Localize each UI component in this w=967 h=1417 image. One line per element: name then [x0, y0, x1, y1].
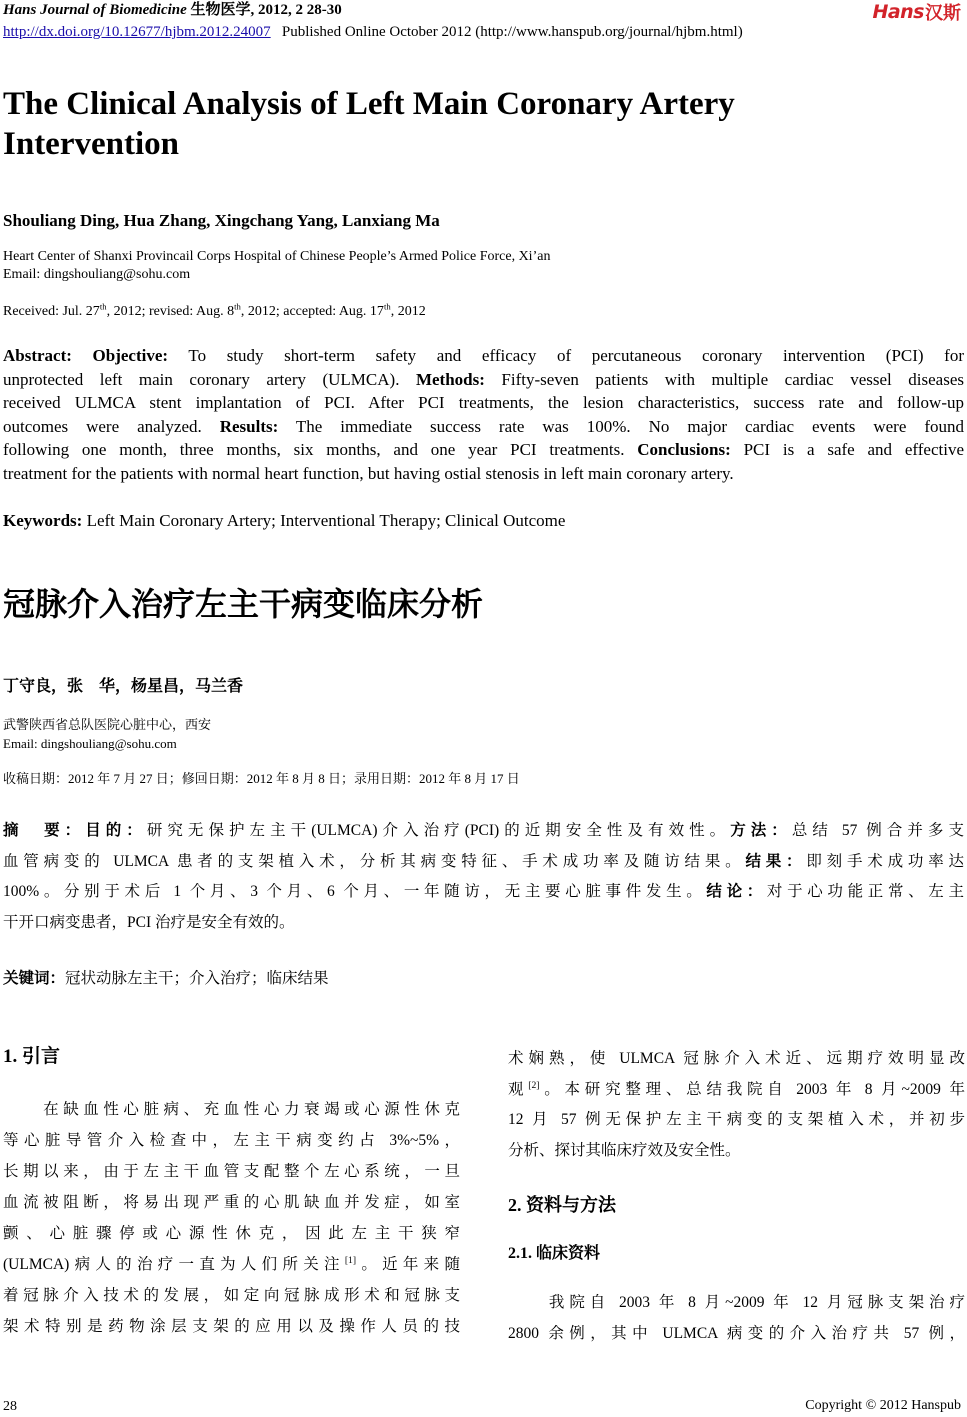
body-line — [508, 1318, 965, 1349]
abstract-cn-line — [3, 816, 964, 847]
text-span: The immediate success rate was 100%. No major cardiac events were found — [278, 416, 964, 436]
right-column-top — [508, 1044, 965, 1166]
abstract-cn-line — [3, 877, 964, 908]
text-span: PCI is a safe and effective — [730, 440, 964, 460]
body-line — [508, 1075, 965, 1106]
body-line — [508, 1136, 965, 1167]
body-line — [3, 1249, 460, 1280]
text-span: 摘 要： — [3, 822, 86, 839]
body-line — [3, 1125, 460, 1156]
journal-issue: , 2012, 2 28-30 — [250, 2, 342, 18]
right-column-bottom — [508, 1287, 965, 1349]
body-line — [3, 1094, 460, 1125]
text-span: 长期以来，由于左主干血管支配整个左心系统，一旦 — [3, 1163, 460, 1180]
text-span: 方法： — [730, 822, 792, 839]
text-span: Results: — [219, 416, 279, 436]
page-number: 28 — [3, 1399, 17, 1414]
text-span: (ULMCA)病人的治疗一直为人们所关注 — [3, 1256, 345, 1273]
body-line — [508, 1044, 965, 1075]
text-span: 。近年来随 — [356, 1256, 460, 1273]
abstract-line — [3, 368, 964, 392]
email-en: Email: dingshouliang@sohu.com — [3, 267, 191, 282]
body-line — [3, 1218, 460, 1249]
doi-line — [3, 22, 743, 42]
body-line — [3, 1311, 460, 1342]
body-line — [3, 1187, 460, 1218]
abstract-en — [3, 344, 964, 486]
text-span: Fifty-seven patients with multiple cardiac vessel diseases — [484, 369, 964, 389]
abstract-line — [3, 462, 964, 486]
journal-name: Hans Journal of Biomedicine — [3, 2, 187, 18]
text-span: 结果： — [745, 852, 807, 870]
keywords-en: Keywords: Left Main Coronary Artery; Interventional Therapy; Clinical Outcome — [3, 511, 566, 530]
abstract-line — [3, 344, 964, 368]
left-column — [3, 1094, 460, 1342]
text-span: 结论： — [706, 883, 767, 900]
text-span: 2800 余例，其中 ULMCA 病变的介入治疗共 57 例， — [508, 1325, 965, 1342]
text-span: following one month, three months, six months, and one year PCI treatments. — [3, 440, 638, 460]
text-span: 100%。分别于术后 1 个月、3 个月、6 个月、一年随访，无主要心脏事件发生。 — [3, 883, 707, 900]
abstract-line — [3, 391, 964, 415]
body-line — [508, 1105, 965, 1136]
text-span: 在缺血性心脏病、充血性心力衰竭或心源性休克 — [3, 1101, 460, 1118]
text-span: 目的： — [85, 822, 147, 839]
hans-logo — [872, 0, 961, 24]
abstract-line — [3, 415, 964, 439]
text-span: 我院自 2003 年 8 月~2009 年 12 月冠脉支架治疗 — [508, 1294, 965, 1311]
affiliation-cn-text: 武警陕西省总队医院心脏中心，西安 — [3, 717, 212, 732]
section-1-heading: 1. 引言 — [3, 1046, 61, 1067]
text-span: 架术特别是药物涂层支架的应用以及操作人员的技 — [3, 1318, 460, 1335]
running-header — [3, 0, 342, 20]
authors-cn: 丁守良，张 华，杨星昌，马兰香 — [3, 678, 244, 695]
body-line — [508, 1287, 965, 1318]
dates-cn: 收稿日期：2012 年 7 月 27 日；修回日期：2012 年 8 月 8 日；录用日期：2012 年 8 月 17 日 — [3, 771, 520, 786]
text-span: 研究无保护左主干(ULMCA)介入治疗(PCI)的近期安全性及有效性。 — [146, 822, 731, 839]
affiliation-cn — [3, 715, 211, 753]
section-2-heading: 2. 资料与方法 — [508, 1195, 616, 1215]
text-span: To study short-term safety and efficacy of percutaneous coronary intervention (PCI) for — [168, 346, 965, 365]
section-2-1-heading: 2.1. 临床资料 — [508, 1245, 601, 1262]
journal-name-cn: 生物医学 — [190, 2, 251, 18]
dates-en: Received: Jul. 27th, 2012; revised: Aug. 8th, 2012; accepted: Aug. 17th, 2012 — [3, 301, 426, 319]
text-span: outcomes were analyzed. — [3, 416, 220, 436]
citation-ref[interactable]: [1] — [344, 1254, 357, 1266]
abstract-cn — [3, 816, 964, 938]
text-span: 颤、心脏骤停或心源性休克，因此左主干狭窄 — [3, 1225, 460, 1242]
text-span: 血流被阻断，将易出现严重的心肌缺血并发症，如室 — [3, 1194, 460, 1211]
text-span: treatment for the patients with normal heart function, but having ostial stenosis in left main coronary artery. — [3, 463, 734, 483]
keywords-cn: 关键词：冠状动脉左主干；介入治疗；临床结果 — [3, 970, 329, 987]
text-span: 。本研究整理、总结我院自 2003 年 8 月~2009 年 — [539, 1080, 965, 1098]
copyright: Copyright © 2012 Hanspub — [805, 1398, 961, 1413]
authors-en: Shouliang Ding, Hua Zhang, Xingchang Yang, Lanxiang Ma — [3, 211, 440, 230]
text-span: 术娴熟，使 ULMCA 冠脉介入术近、远期疗效明显改 — [508, 1050, 965, 1067]
published-info: Published Online October 2012 (http://www.hanspub.org/journal/hjbm.html) — [281, 24, 743, 40]
hans-logo-text: Hans — [872, 1, 924, 23]
citation-ref[interactable]: [2] — [528, 1079, 540, 1091]
text-span: received ULMCA stent implantation of PCI. After PCI treatments, the lesion characteristics, success rate and follow-up — [3, 393, 964, 413]
text-span: 着冠脉介入技术的发展，如定向冠脉成形术和冠脉支 — [3, 1287, 460, 1304]
text-span: 12 月 57 例无保护左主干病变的支架植入术，并初步 — [508, 1111, 965, 1128]
text-span: Conclusions: — [637, 440, 731, 460]
title-line-2: Intervention — [3, 126, 179, 162]
text-span: Methods: — [415, 369, 485, 389]
body-line — [3, 1280, 460, 1311]
text-span: 观 — [508, 1080, 529, 1098]
text-span: Abstract: — [3, 346, 93, 365]
text-span: 干开口病变患者，PCI 治疗是安全有效的。 — [3, 913, 295, 931]
paper-title-en — [3, 84, 735, 164]
abstract-cn-line — [3, 847, 964, 878]
text-span: Objective: — [92, 346, 169, 365]
text-span: unprotected left main coronary artery (ULMCA). — [3, 369, 416, 389]
text-span: 总结 57 例合并多支 — [791, 822, 964, 839]
title-line-1: The Clinical Analysis of Left Main Coronary Artery — [3, 86, 735, 122]
doi-link[interactable]: http://dx.doi.org/10.12677/hjbm.2012.24007 — [3, 24, 271, 40]
abstract-cn-line — [3, 908, 964, 939]
affiliation-text: Heart Center of Shanxi Provincail Corps Hospital of Chinese People’s Armed Police Force, Xi’an — [3, 249, 551, 264]
email-cn: Email: dingshouliang@sohu.com — [3, 736, 177, 751]
paper-title-cn: 冠脉介入治疗左主干病变临床分析 — [3, 585, 484, 623]
affiliation-en — [3, 248, 550, 284]
text-span: 血管病变的 ULMCA 患者的支架植入术，分析其病变特征、手术成功率及随访结果。 — [3, 852, 746, 870]
text-span: 等心脏导管介入检查中，左主干病变约占 3%~5%， — [3, 1132, 460, 1149]
text-span: 即刻手术成功率达 — [806, 852, 964, 870]
text-span: 分析、探讨其临床疗效及安全性。 — [508, 1141, 741, 1159]
abstract-line — [3, 438, 964, 462]
text-span: 对于心功能正常、左主 — [766, 883, 964, 900]
body-line — [3, 1156, 460, 1187]
hans-logo-cn: 汉斯 — [925, 3, 961, 24]
